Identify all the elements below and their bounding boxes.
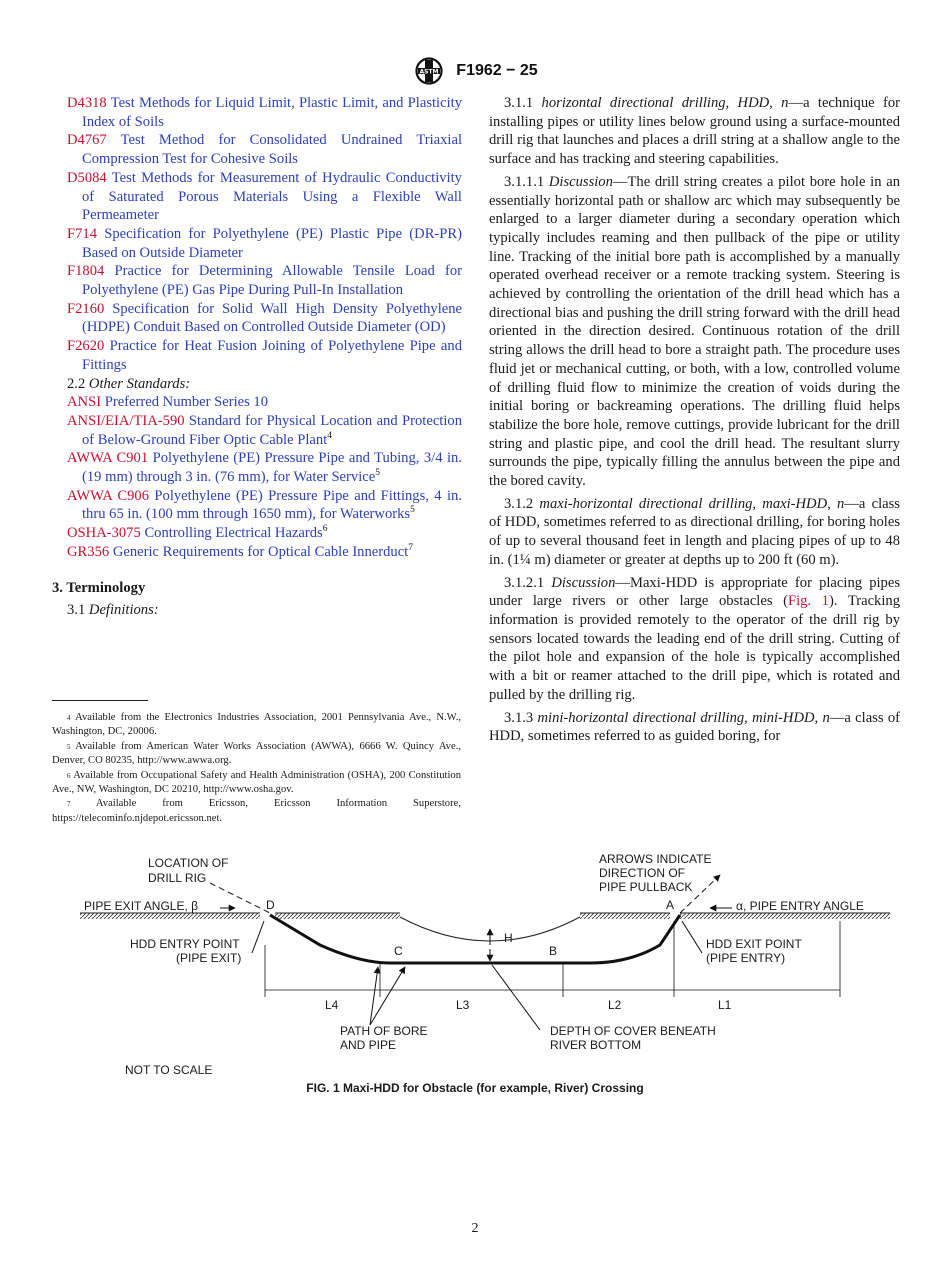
footnote: $^5$ Available from American Water Works Association (AWWA), 6666 W. Quincy Ave., Denver, CO 80235, http://www.awwa.org. xyxy=(52,740,461,767)
left-column xyxy=(52,94,462,620)
label-entry-angle: α, PIPE ENTRY ANGLE xyxy=(736,899,864,913)
astm-logo-icon xyxy=(412,57,446,85)
footnote-marker: 7 xyxy=(408,542,413,553)
definition-3-1-2: 3.1.2 maxi-horizontal directional drilling, maxi-HDD, n—a class of HDD, sometimes referred to as directional drilling, for boring holes of up to several thousand feet in length and placing pipes of up to 48 in. (1¼ m) diameter or greater at depths up to 200 ft (60 m). xyxy=(489,495,900,568)
reference-title[interactable]: Controlling Electrical Hazards xyxy=(144,525,323,542)
footnote-marker: 6 xyxy=(322,524,328,535)
other-standard-item xyxy=(52,487,462,524)
point-d: D xyxy=(266,898,275,912)
reference-code[interactable]: AWWA C901 xyxy=(67,450,149,467)
reference-code[interactable]: OSHA-3075 xyxy=(67,525,141,542)
reference-item xyxy=(52,225,462,262)
reference-code[interactable]: F2160 xyxy=(67,300,105,317)
reference-code[interactable]: D4318 xyxy=(67,95,107,111)
reference-code[interactable]: ANSI/EIA/TIA-590 xyxy=(67,412,185,429)
discussion-3-1-2-1: 3.1.2.1 Discussion—Maxi-HDD is appropriate for placing pipes under large rivers or other large obstacles (Fig. 1). Tracking information is provided remotely to the operator of the drill rig by sensors located towards the leading end of the drill string. Cutting of the pilot hole and expansion of the hole is typically accomplished with a bit or reamer attached to the drill pipe, which is rotated and pulled by the drilling rig. xyxy=(489,574,901,703)
ground-right xyxy=(680,913,890,919)
reference-title[interactable]: Specification for Solid Wall High Density Polyethylene (HDPE) Conduit Based on Controlled Outside Diameter (OD) xyxy=(82,300,463,336)
reference-title[interactable]: Test Method for Consolidated Undrained Triaxial Compression Test for Cohesive Soils xyxy=(82,132,462,168)
reference-title[interactable]: Generic Requirements for Optical Cable Innerduct xyxy=(112,543,409,560)
reference-code[interactable]: F714 xyxy=(67,225,98,242)
label-path-1: PATH OF BORE xyxy=(340,1024,428,1038)
label-not-to-scale: NOT TO SCALE xyxy=(125,1063,213,1077)
reference-code[interactable]: D5084 xyxy=(67,169,107,186)
label-hdd-exit-2: (PIPE ENTRY) xyxy=(706,951,786,965)
label-path-2: AND PIPE xyxy=(340,1038,397,1052)
reference-title[interactable]: Specification for Polyethylene (PE) Plastic Pipe (DR-PR) Based on Outside Diameter xyxy=(82,225,462,261)
label-arrows-3: PIPE PULLBACK xyxy=(599,880,693,894)
point-c: C xyxy=(394,944,403,958)
rig-dashed-line xyxy=(210,883,270,913)
reference-code[interactable]: ANSI xyxy=(67,394,102,411)
footnote-marker: 4 xyxy=(327,430,332,441)
footnote: $^6$ Available from Occupational Safety and Health Administration (OSHA), 200 Constitution Ave., NW, Washington, DC 20210, http://www.osha.gov. xyxy=(52,769,461,796)
reference-title[interactable]: Polyethylene (PE) Pressure Pipe and Fittings, 4 in. thru 65 in. (100 mm through 1650 mm), for Waterworks xyxy=(82,487,462,523)
ground-left xyxy=(80,913,260,919)
label-hdd-entry-1: HDD ENTRY POINT xyxy=(130,937,240,951)
reference-code[interactable]: AWWA C906 xyxy=(67,487,150,504)
footnote-marker: 5 xyxy=(410,505,415,516)
other-standards-list xyxy=(52,393,462,561)
footnote-divider xyxy=(52,700,148,701)
label-l2: L2 xyxy=(608,998,622,1012)
reference-title[interactable]: Practice for Heat Fusion Joining of Polyethylene Pipe and Fittings xyxy=(82,338,462,373)
reference-title[interactable]: Test Methods for Liquid Limit, Plastic Limit, and Plasticity Index of Soils xyxy=(82,95,462,130)
definition-3-1-3: 3.1.3 mini-horizontal directional drilling, mini-HDD, n—a class of HDD, sometimes referred to as guided boring, for xyxy=(489,709,900,745)
other-standard-item xyxy=(52,543,462,562)
other-standard-item xyxy=(52,449,462,486)
footnotes xyxy=(52,711,461,826)
label-depth-2: RIVER BOTTOM xyxy=(550,1038,642,1052)
reference-code[interactable]: GR356 xyxy=(67,543,110,560)
bore-path xyxy=(270,915,680,963)
point-a: A xyxy=(666,898,675,912)
reference-code[interactable]: F1804 xyxy=(67,263,105,280)
reference-title[interactable]: Standard for Physical Location and Protection of Below-Ground Fiber Optic Cable Plant xyxy=(82,412,463,448)
hdd-diagram xyxy=(70,845,910,1090)
other-standard-item xyxy=(52,412,462,449)
definitions-heading: 3.1 Definitions: xyxy=(67,602,159,619)
reference-item xyxy=(52,169,462,225)
svg-text:ASTM: ASTM xyxy=(419,68,439,76)
discussion-3-1-1-1: 3.1.1.1 Discussion—The drill string creates a pilot bore hole in an essentially horizontal path or shallow arc which may subsequently be enlarged to a larger diameter during a secondary operation which typically includes reaming and then pullback of the pipe or utility line. Tracking of the initial bore path is accomplished by a manually operated overhead receiver or a remote tracking system. Steering is achieved by controlling the orientation of the drill head which has a directional bias and pushing the drill string forward with the drill head oriented in the direction desired. Continuous rotation of the drill string allows the drill head to bore a straight path. The procedure uses fluid jet or mechanical cutting, or both, with a low, controlled volume of drilling fluid flow to minimize the creation of voids during the initial boring or backreaming operations. The drilling fluid helps stabilize the bore hole, remove cuttings, provide lubricant for the drill string and plastic pipe, and cool the drill head. The resultant slurry surrounds the pipe, typically filling the annulus between the pipe and the bored cavity. xyxy=(489,173,900,490)
label-hdd-entry-2: (PIPE EXIT) xyxy=(176,951,242,965)
reference-title[interactable]: Preferred Number Series 10 xyxy=(104,394,269,411)
label-l4: L4 xyxy=(325,998,339,1012)
label-hdd-exit-1: HDD EXIT POINT xyxy=(706,937,802,951)
reference-item xyxy=(52,262,462,299)
label-exit-angle: PIPE EXIT ANGLE, β xyxy=(84,899,199,913)
ground-river-right xyxy=(580,913,670,919)
point-h: H xyxy=(504,931,513,945)
reference-title[interactable]: Polyethylene (PE) Pressure Pipe and Tubing, 3/4 in. (19 mm) through 3 in. (76 mm), for Water Service xyxy=(82,450,462,486)
label-location-rig-1: LOCATION OF xyxy=(148,856,229,870)
reference-title[interactable]: Test Methods for Measurement of Hydraulic Conductivity of Saturated Porous Materials Using a Flexible Wall Permeameter xyxy=(82,169,462,224)
figure-link[interactable]: Fig. 1 xyxy=(787,593,829,610)
other-standard-item xyxy=(52,393,462,412)
reference-code[interactable]: D4767 xyxy=(67,132,107,149)
label-l3: L3 xyxy=(456,998,470,1012)
other-standard-item xyxy=(52,524,462,543)
figure-caption: FIG. 1 Maxi-HDD for Obstacle (for example, River) Crossing xyxy=(306,1081,644,1095)
definition-3-1-1: 3.1.1 horizontal directional drilling, HDD, n—a technique for installing pipes or utility lines below ground using a surface-mounted drill rig that launches and places a drill string at a shallow angle to the surface and has tracking and steering capabilities. xyxy=(489,95,900,168)
reference-item xyxy=(52,94,462,131)
page-header xyxy=(0,57,950,85)
reference-title[interactable]: Practice for Determining Allowable Tensile Load for Polyethylene (PE) Gas Pipe During Pull-In Installation xyxy=(82,263,462,299)
reference-item xyxy=(52,131,462,168)
label-l1: L1 xyxy=(718,998,732,1012)
page-number: 2 xyxy=(471,1221,479,1236)
standard-designation: F1962 − 25 xyxy=(456,62,538,79)
right-column xyxy=(489,94,900,746)
ground-river-left xyxy=(275,913,400,919)
label-arrows-1: ARROWS INDICATE xyxy=(599,852,712,866)
section-heading: 3. Terminology xyxy=(52,579,146,596)
reference-list xyxy=(52,94,462,375)
label-depth-1: DEPTH OF COVER BENEATH xyxy=(550,1024,716,1038)
footnote: $^4$ Available from the Electronics Industries Association, 2001 Pennsylvania Ave., N.W., Washington, DC, 20006. xyxy=(52,712,461,738)
label-arrows-2: DIRECTION OF xyxy=(599,866,685,880)
reference-code[interactable]: F2620 xyxy=(67,338,105,355)
point-b: B xyxy=(549,944,558,958)
reference-item xyxy=(52,300,462,337)
other-standards-heading: 2.2 Other Standards: xyxy=(67,375,191,392)
footnote: $^7$ Available from Ericsson, Ericsson Information Superstore, https://telecominfo.njdepot.ericsson.net. xyxy=(52,798,461,824)
footnote-marker: 5 xyxy=(375,468,380,479)
reference-item xyxy=(52,337,462,374)
label-location-rig-2: DRILL RIG xyxy=(148,871,207,885)
